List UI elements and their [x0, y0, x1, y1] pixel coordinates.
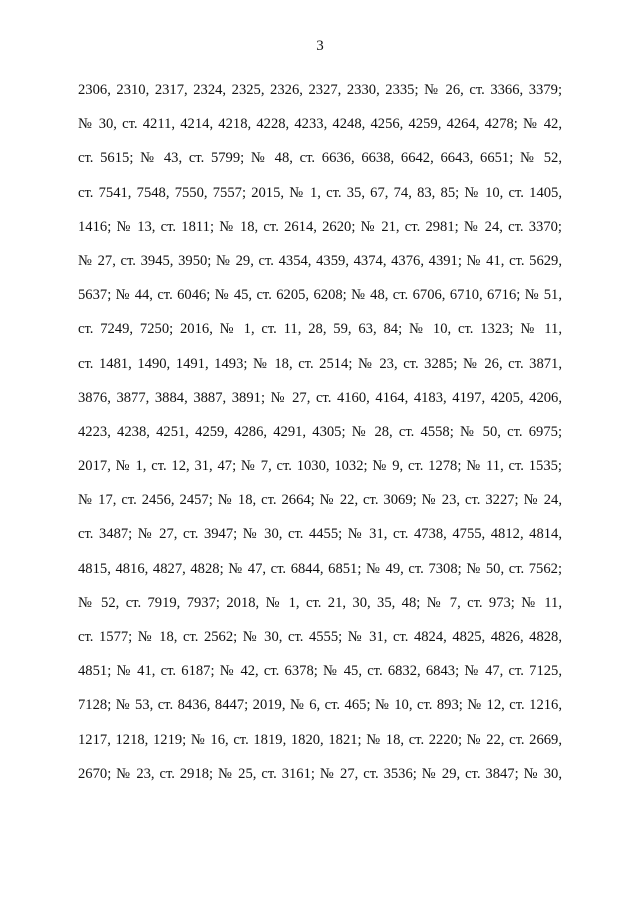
- text-line: 2670; № 23, ст. 2918; № 25, ст. 3161; № 27, ст. 3536; № 29, ст. 3847; № 30,: [78, 765, 562, 782]
- text-line: 1416; № 13, ст. 1811; № 18, ст. 2614, 2620; № 21, ст. 2981; № 24, ст. 3370;: [78, 218, 562, 235]
- text-line: 4851; № 41, ст. 6187; № 42, ст. 6378; № 45, ст. 6832, 6843; № 47, ст. 7125,: [78, 663, 562, 680]
- text-line: № 30, ст. 4211, 4214, 4218, 4228, 4233, 4248, 4256, 4259, 4264, 4278; № 42,: [78, 116, 562, 133]
- text-line: 5637; № 44, ст. 6046; № 45, ст. 6205, 6208; № 48, ст. 6706, 6710, 6716; № 51,: [78, 287, 562, 304]
- text-line: 4223, 4238, 4251, 4259, 4286, 4291, 4305; № 28, ст. 4558; № 50, ст. 6975;: [78, 423, 562, 440]
- text-line: ст. 3487; № 27, ст. 3947; № 30, ст. 4455; № 31, ст. 4738, 4755, 4812, 4814,: [78, 526, 562, 543]
- text-line: № 52, ст. 7919, 7937; 2018, № 1, ст. 21, 30, 35, 48; № 7, ст. 973; № 11,: [78, 594, 562, 611]
- text-line: 3876, 3877, 3884, 3887, 3891; № 27, ст. 4160, 4164, 4183, 4197, 4205, 4206,: [78, 389, 562, 406]
- text-line: № 17, ст. 2456, 2457; № 18, ст. 2664; № 22, ст. 3069; № 23, ст. 3227; № 24,: [78, 492, 562, 509]
- text-line: ст. 5615; № 43, ст. 5799; № 48, ст. 6636, 6638, 6642, 6643, 6651; № 52,: [78, 150, 562, 167]
- page-number: 3: [316, 38, 324, 54]
- text-line: ст. 1481, 1490, 1491, 1493; № 18, ст. 2514; № 23, ст. 3285; № 26, ст. 3871,: [78, 355, 562, 372]
- text-line: ст. 7249, 7250; 2016, № 1, ст. 11, 28, 59, 63, 84; № 10, ст. 1323; № 11,: [78, 321, 562, 338]
- text-line: 1217, 1218, 1219; № 16, ст. 1819, 1820, 1821; № 18, ст. 2220; № 22, ст. 2669,: [78, 731, 562, 748]
- text-line: 2306, 2310, 2317, 2324, 2325, 2326, 2327, 2330, 2335; № 26, ст. 3366, 3379;: [78, 82, 562, 98]
- text-line: ст. 7541, 7548, 7550, 7557; 2015, № 1, ст. 35, 67, 74, 83, 85; № 10, ст. 1405,: [78, 184, 562, 201]
- text-line: 2017, № 1, ст. 12, 31, 47; № 7, ст. 1030, 1032; № 9, ст. 1278; № 11, ст. 1535;: [78, 458, 562, 475]
- text-line: ст. 1577; № 18, ст. 2562; № 30, ст. 4555; № 31, ст. 4824, 4825, 4826, 4828,: [78, 629, 562, 645]
- document-body: [78, 80, 562, 798]
- text-line: 4815, 4816, 4827, 4828; № 47, ст. 6844, 6851; № 49, ст. 7308; № 50, ст. 7562;: [78, 560, 562, 577]
- text-line: 7128; № 53, ст. 8436, 8447; 2019, № 6, ст. 465; № 10, ст. 893; № 12, ст. 1216,: [78, 697, 562, 714]
- text-line: № 27, ст. 3945, 3950; № 29, ст. 4354, 4359, 4374, 4376, 4391; № 41, ст. 5629,: [78, 252, 562, 269]
